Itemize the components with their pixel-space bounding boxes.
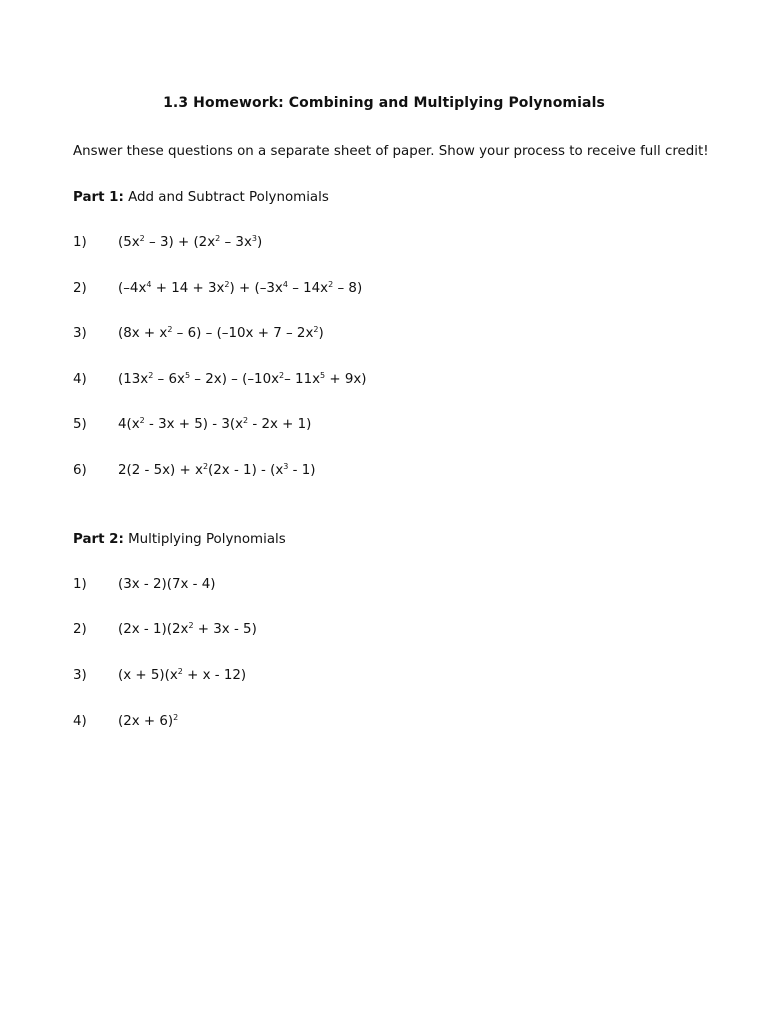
part-1-separator: : [118, 190, 124, 205]
part-2-label: Part 2 [73, 532, 119, 547]
part-2-separator: : [118, 532, 124, 547]
problem-expression: $4(x^2 - 3x + 5) - 3(x^2 - 2x + 1)$ [118, 416, 312, 432]
part-1-problem-5 [73, 417, 311, 437]
problem-number: 2) [73, 281, 87, 296]
part-2-problem-2 [73, 622, 257, 642]
part-2-problem-3 [73, 668, 246, 688]
problem-expression: $(5x^2 - 3) + (2x^2 - 3x^3)$ [118, 234, 263, 250]
part-1-problem-2 [73, 281, 362, 301]
part-2-heading [73, 532, 286, 547]
problem-number: 3) [73, 326, 87, 341]
problem-expression: $(2x + 6)^2$ [118, 713, 179, 729]
part-2-title: Multiplying Polynomials [123, 532, 286, 547]
problem-number: 6) [73, 463, 87, 478]
part-1-title: Add and Subtract Polynomials [123, 190, 329, 205]
problem-number: 1) [73, 235, 87, 250]
problem-expression: (3x - 2)(7x - 4) [118, 577, 216, 592]
problem-expression: $(2x - 1)(2x^2 + 3x - 5)$ [118, 621, 257, 637]
problem-expression: $2(2 - 5x) + x^2(2x - 1) - (x^3 - 1)$ [118, 462, 316, 478]
problem-number: 3) [73, 668, 87, 683]
part-1-problem-4 [73, 372, 367, 392]
problem-number: 4) [73, 714, 87, 729]
instructions-text: Answer these questions on a separate sheet of paper. Show your process to receive full credit! [73, 144, 709, 159]
page-title: 1.3 Homework: Combining and Multiplying Polynomials [163, 95, 605, 111]
problem-expression: $(13x^2 - 6x^5 - 2x) - (-10x^2-$ $11x^5 + 9x$) [118, 371, 367, 387]
part-1-problem-6 [73, 463, 315, 483]
part-1-problem-3 [73, 326, 324, 346]
part-1-heading [73, 190, 329, 205]
problem-expression: $(8x + x^2 - 6) - (-10x + 7 - 2x^2)$ [118, 325, 324, 341]
problem-expression: $(x + 5)(x^2 + x - 12)$ [118, 667, 247, 683]
part-1-label: Part 1 [73, 190, 119, 205]
problem-number: 5) [73, 417, 87, 432]
part-2-problem-4 [73, 714, 178, 734]
problem-number: 4) [73, 372, 87, 387]
problem-number: 1) [73, 577, 87, 592]
part-2-problem-1 [73, 577, 216, 597]
problem-number: 2) [73, 622, 87, 637]
part-1-problem-1 [73, 235, 262, 255]
problem-expression: $(-4x^4 + 14 + 3x^2) + (-3x^4 - 14x^2 - 8)$ [118, 280, 363, 296]
